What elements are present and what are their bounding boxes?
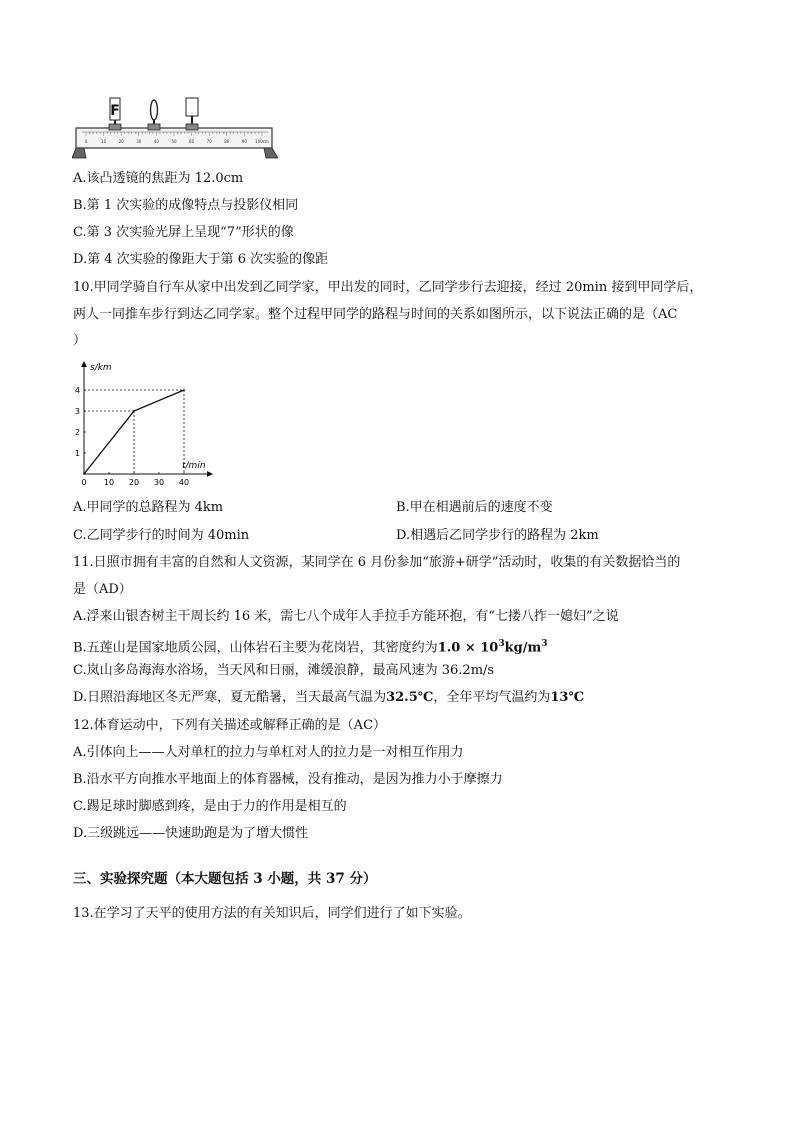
q12-option-a: A.引体向上——人对单杠的拉力与单杠对人的拉力是一对相互作用力 bbox=[73, 745, 464, 760]
x-axis-label: t/min bbox=[182, 461, 206, 471]
q11-option-d bbox=[73, 690, 584, 706]
q9-option-d: D.第 4 次实验的像距大于第 6 次实验的像距 bbox=[73, 252, 329, 267]
q11-stem-line1: 11.日照市拥有丰富的自然和人文资源，某同学在 6 月份参加“旅游+研学”活动时，收集的有关数据恰当的 bbox=[73, 555, 681, 570]
object-f-holder bbox=[109, 98, 121, 130]
bench-foot-right bbox=[264, 148, 278, 158]
density-exponent: 3 bbox=[498, 639, 505, 649]
x-tick-label: 0 bbox=[81, 478, 87, 487]
y-tick-label: 2 bbox=[74, 428, 80, 437]
ruler-tick-label: 50 bbox=[171, 139, 177, 144]
section-3-title: 三、实验探究题（本大题包括 3 小题，共 37 分） bbox=[73, 871, 377, 887]
avg-temperature: 13℃ bbox=[550, 690, 585, 705]
y-tick-label: 1 bbox=[74, 449, 80, 458]
q9-option-a: A.该凸透镜的焦距为 12.0cm bbox=[73, 171, 244, 186]
q9-option-b: B.第 1 次实验的成像特点与投影仪相同 bbox=[73, 198, 299, 213]
q12-option-d: D.三级跳远——快速助跑是为了增大惯性 bbox=[73, 826, 309, 841]
convex-lens-holder bbox=[148, 100, 160, 130]
q11-option-a: A.浮来山银杏树主干周长约 16 米，需七八个成年人手拉手方能环抱，有“七搂八拃一媳妇”之说 bbox=[73, 609, 619, 624]
ruler-tick-label: 10 bbox=[101, 139, 107, 144]
x-tick-label: 20 bbox=[128, 478, 140, 487]
ruler-tick-label: 0 bbox=[84, 139, 88, 144]
ruler-tick-label: 90 bbox=[241, 139, 247, 144]
ruler-tick-label: 70 bbox=[206, 139, 212, 144]
object-letter: F bbox=[110, 103, 120, 119]
q11-stem-line2: 是（AD） bbox=[73, 582, 132, 597]
y-axis-label: s/km bbox=[90, 363, 112, 373]
ruler-tick-label: 30 bbox=[136, 139, 142, 144]
density-value: 1.0 × 10 bbox=[437, 640, 499, 656]
screen-holder bbox=[186, 98, 198, 130]
q11-option-b bbox=[73, 636, 547, 656]
ruler-tick-label: 20 bbox=[118, 139, 124, 144]
density-unit-exponent: 3 bbox=[541, 639, 548, 649]
q11-option-c: C.岚山多岛海海水浴场，当天风和日丽，滩缓浪静，最高风速为 36.2m/s bbox=[73, 663, 495, 678]
q10-option-c: C.乙同学步行的时间为 40min bbox=[73, 528, 250, 543]
q10-stem-line1: 10.甲同学骑自行车从家中出发到乙同学家，甲出发的同时，乙同学步行去迎接，经过 20min 接到甲同学后， bbox=[73, 280, 703, 295]
max-temperature: 32.5℃ bbox=[386, 690, 434, 705]
ruler-tick-label: 100cm bbox=[255, 139, 269, 144]
ruler-tick-label: 60 bbox=[189, 139, 195, 144]
q11-option-d-text1: D.日照沿海地区冬无严寒，夏无酷暑，当天最高气温为 bbox=[73, 690, 387, 705]
q12-option-c: C.踢足球时脚感到疼，是由于力的作用是相互的 bbox=[73, 799, 347, 814]
ruler-tick-label: 40 bbox=[153, 139, 159, 144]
density-unit: kg/m bbox=[504, 640, 542, 656]
distance-time-graph bbox=[72, 358, 222, 490]
x-tick-label: 40 bbox=[178, 478, 190, 487]
q10-stem-line3: ） bbox=[73, 333, 87, 348]
q10-option-a: A.甲同学的总路程为 4km bbox=[73, 500, 224, 515]
x-tick-label: 10 bbox=[103, 478, 115, 487]
q13-stem: 13.在学习了天平的使用方法的有关知识后，同学们进行了如下实验。 bbox=[73, 906, 471, 921]
q10-option-b: B.甲在相遇前后的速度不变 bbox=[396, 500, 553, 515]
optical-bench-figure bbox=[72, 96, 278, 160]
q12-stem: 12.体育运动中，下列有关描述或解释正确的是（AC） bbox=[73, 718, 387, 733]
q10-option-d: D.相遇后乙同学步行的路程为 2km bbox=[396, 528, 599, 543]
y-tick-label: 4 bbox=[74, 386, 80, 395]
bench-rail bbox=[76, 128, 272, 148]
x-tick-label: 30 bbox=[153, 478, 165, 487]
q12-option-b: B.沿水平方向推水平地面上的体育器械，没有推动，是因为推力小于摩擦力 bbox=[73, 772, 503, 787]
y-tick-label: 3 bbox=[74, 407, 80, 416]
q10-stem-line2: 两人一同推车步行到达乙同学家。整个过程甲同学的路程与时间的关系如图所示，以下说法正确的是（AC bbox=[73, 307, 678, 322]
q9-option-c: C.第 3 次实验光屏上呈现“7”形状的像 bbox=[73, 225, 294, 240]
q11-option-d-text2: ，全年平均气温约为 bbox=[433, 690, 551, 705]
ruler-tick-label: 80 bbox=[224, 139, 230, 144]
bench-foot-left bbox=[72, 148, 86, 158]
q11-option-b-text: B.五莲山是国家地质公园，山体岩石主要为花岗岩，其密度约为 bbox=[73, 640, 438, 656]
